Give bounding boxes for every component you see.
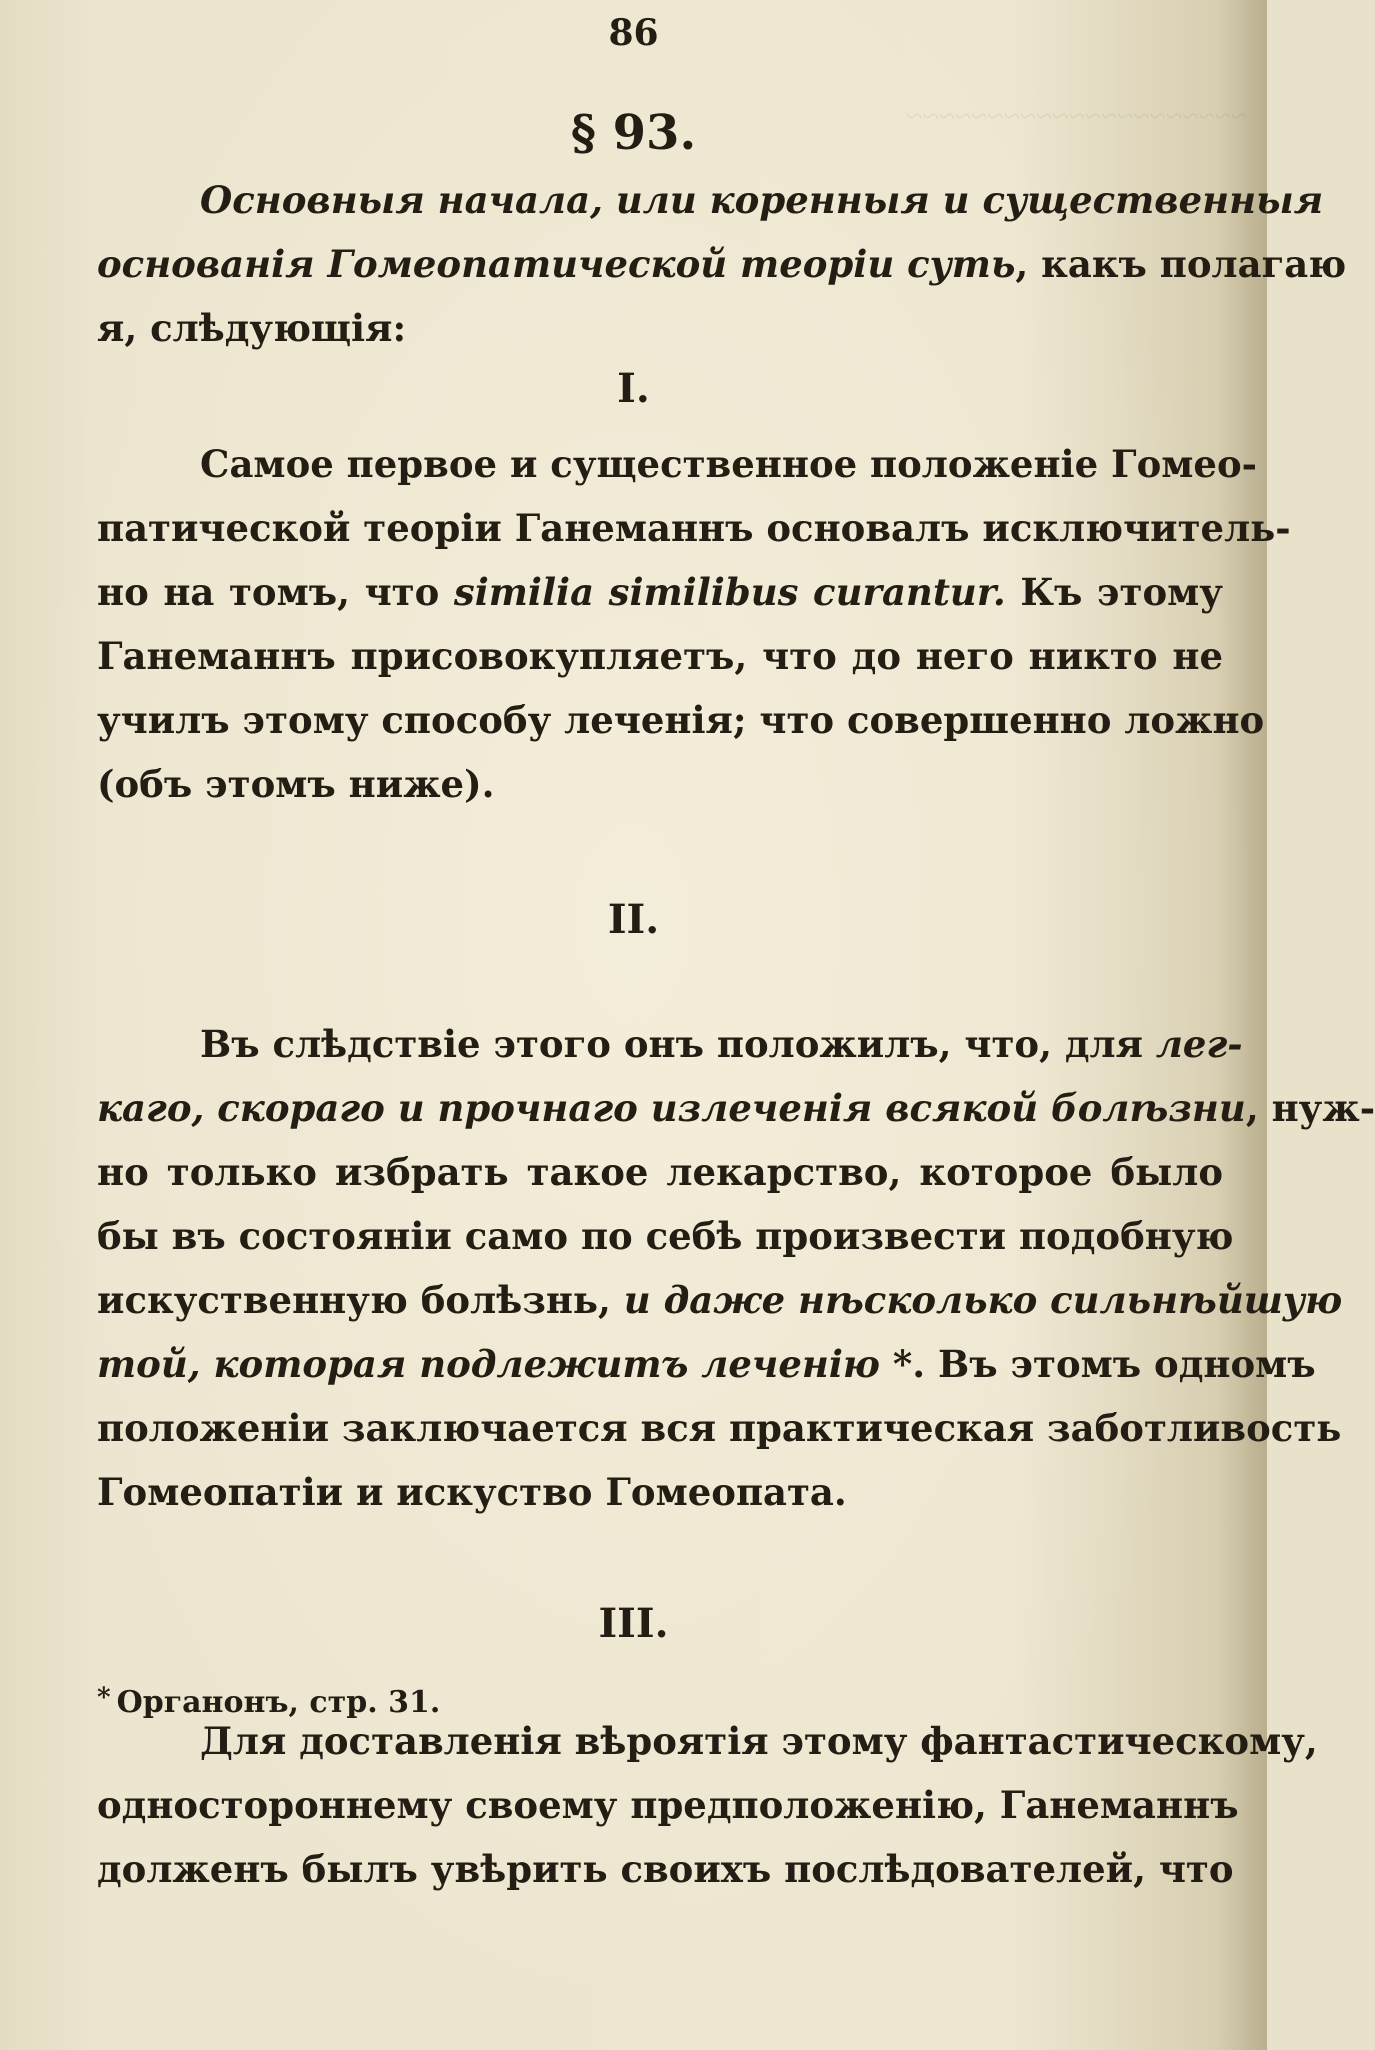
text-span: одностороннему своему предположенію, Ганеманнъ — [97, 1783, 1239, 1827]
part-2-paragraph — [97, 1012, 1375, 1524]
text-line — [97, 496, 1291, 560]
text-span: , какъ полагаю — [1015, 242, 1347, 286]
italic-text: лег- — [1155, 1022, 1243, 1066]
italic-text: каго, скораго и прочнаго излеченія всякой болѣзни — [97, 1086, 1246, 1130]
text-line — [97, 1837, 1234, 1901]
bleed-through-text: ~~~~~~~~~~~~~~~~~~~~~ — [906, 100, 1247, 133]
text-span: (объ этомъ ниже). — [97, 762, 495, 806]
text-span: положеніи заключается вся практическая заботливость — [97, 1406, 1342, 1450]
text-line — [97, 1204, 1234, 1268]
footnote-text: Органонъ, стр. 31. — [116, 1685, 441, 1720]
text-line — [97, 1396, 1342, 1460]
text-line — [97, 1773, 1239, 1837]
text-line — [97, 232, 1347, 296]
section-title: § 93. — [570, 105, 697, 161]
text-span: Къ этому — [1005, 570, 1223, 614]
part-1-paragraph — [97, 432, 1291, 816]
text-line — [97, 1268, 1343, 1332]
text-line — [97, 688, 1265, 752]
italic-text: и даже нѣсколько сильнѣйшую — [623, 1278, 1343, 1322]
italic-text: той, которая подлежитъ леченію — [97, 1342, 880, 1386]
text-span: училъ этому способу леченія; что совершенно ложно — [97, 698, 1265, 742]
text-span: но только избрать такое лекарство, которое было — [97, 1150, 1223, 1194]
text-span: патической теоріи Ганеманнъ основалъ исключитель- — [97, 506, 1291, 550]
text-span: , нуж- — [1245, 1086, 1375, 1130]
text-span: Самое первое и существенное положеніе Гомео- — [200, 442, 1257, 486]
footnote-marker: * — [97, 1683, 111, 1713]
text-span: искуственную болѣзнь, — [97, 1278, 624, 1322]
text-span: бы въ состояніи само по себѣ произвести подобную — [97, 1214, 1234, 1258]
text-line — [97, 168, 1324, 232]
text-span: долженъ былъ увѣрить своихъ послѣдователей, что — [97, 1847, 1234, 1891]
part-2-heading: II. — [607, 896, 660, 943]
part-1-heading: I. — [617, 365, 650, 412]
text-span: Гомеопатіи и искуство Гомеопата. — [97, 1470, 847, 1514]
part-3-heading: III. — [598, 1600, 669, 1647]
italic-text: Основныя начала, или коренныя и существенныя — [200, 178, 1324, 222]
text-span: я, слѣдующія: — [97, 306, 407, 350]
intro-paragraph — [97, 168, 1347, 360]
footnote — [97, 1683, 440, 1720]
text-span: Въ слѣдствіе этого онъ положилъ, что, для — [200, 1022, 1156, 1066]
text-line — [97, 1460, 1223, 1524]
text-line — [97, 1332, 1316, 1396]
text-line — [97, 752, 1223, 816]
text-line — [97, 1076, 1375, 1140]
italic-text: основанія Гомеопатической теоріи суть — [97, 242, 1016, 286]
text-span: Для доставленія вѣроятія этому фантастическому, — [200, 1719, 1318, 1763]
italic-text: similia similibus curantur. — [453, 570, 1006, 614]
text-line — [97, 296, 1223, 360]
text-line — [97, 432, 1257, 496]
text-line — [97, 624, 1223, 688]
text-line — [97, 1140, 1223, 1204]
text-line — [97, 1012, 1243, 1076]
part-3-paragraph — [97, 1709, 1318, 1901]
text-span: Ганеманнъ присовокупляетъ, что до него никто не — [97, 634, 1223, 678]
text-span: но на томъ, что — [97, 570, 454, 614]
text-span: *. Въ этомъ одномъ — [879, 1342, 1316, 1386]
text-line — [97, 560, 1223, 624]
page-number: 86 — [608, 12, 659, 54]
